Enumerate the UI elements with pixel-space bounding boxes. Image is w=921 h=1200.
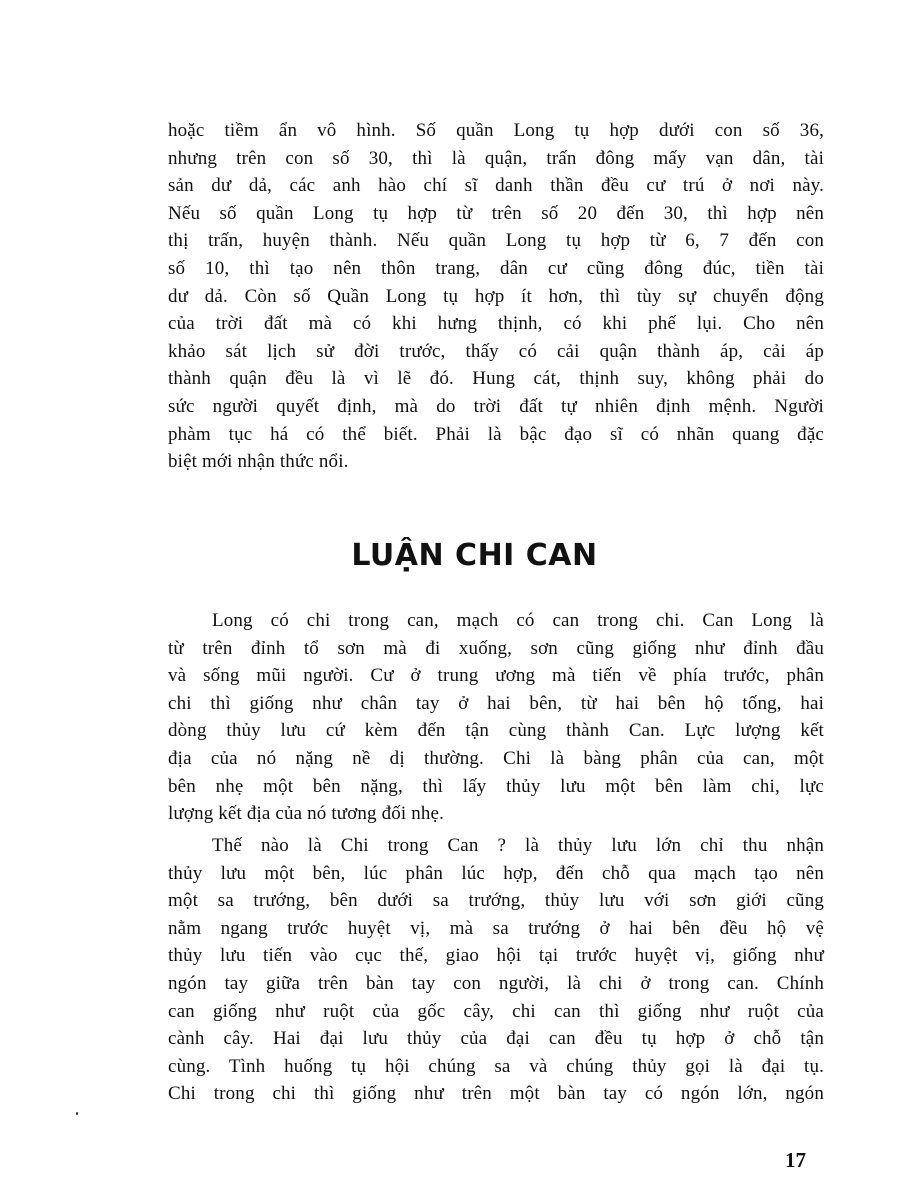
text-line: phàm tục há có thể biết. Phải là bậc đạo sĩ có nhãn quang đặc [168,423,824,445]
text-line: cùng. Tình huống tụ hội chúng sa và chúng thủy gọi là đại tụ. [168,1055,824,1077]
page-number: 17 [785,1148,806,1172]
text-line: thành quận đều là vì lẽ đó. Hung cát, thịnh suy, không phải do [168,368,824,390]
scan-speck [76,1112,78,1115]
text-line: ngón tay giữa trên bàn tay con người, là chi ở trong can. Chính [168,972,824,994]
text-line: biệt mới nhận thức nổi. [168,451,349,473]
text-line: khảo sát lịch sử đời trước, thấy có cải quận thành áp, cải áp [168,340,824,362]
paragraph [168,832,824,1108]
text-line: Chi trong chi thì giống như trên một bàn tay có ngón lớn, ngón [168,1083,824,1105]
text-line: cành cây. Hai đại lưu thủy của đại can đều tụ hợp ở chỗ tận [168,1028,824,1050]
text-line: Thế nào là Chi trong Can ? là thủy lưu lớn chỉ thu nhận [212,835,824,856]
text-line: số 10, thì tạo nên thôn trang, dân cư cũng đông đúc, tiền tài [168,257,824,279]
text-line: bên nhẹ một bên nặng, thì lấy thủy lưu một bên làm chi, lực [168,775,824,797]
text-line: can giống như ruột của gốc cây, chi can thì giống như ruột của [168,1000,824,1022]
text-line: sức người quyết định, mà do trời đất tự nhiên định mệnh. Người [168,395,824,417]
text-line: nhưng trên con số 30, thì là quận, trấn đông mấy vạn dân, tài [168,147,824,169]
text-line: thị trấn, huyện thành. Nếu quần Long tụ hợp từ 6, 7 đến con [168,230,824,252]
section-heading-text: LUẬN CHI CAN [351,538,598,573]
text-line: một sa trướng, bên dưới sa trướng, thủy lưu với sơn giới cũng [168,890,824,912]
text-line: lượng kết địa của nó tương đối nhẹ. [168,803,444,825]
text-line: từ trên đỉnh tổ sơn mà đi xuống, sơn cũng giống như đỉnh đầu [168,637,824,659]
text-line: và sống mũi người. Cư ở trung ương mà tiến về phía trước, phân [168,665,824,687]
paragraph [168,607,824,828]
text-line: nằm ngang trước huyệt vị, mà sa trướng ở hai bên đều hộ vệ [168,917,824,939]
text-line: chi thì giống như chân tay ở hai bên, từ hai bên hộ tống, hai [168,692,824,714]
text-line: của trời đất mà có khi hưng thịnh, có khi phế lụi. Cho nên [168,313,824,335]
text-line: Long có chi trong can, mạch có can trong chi. Can Long là [212,610,824,631]
text-line: hoặc tiềm ẩn vô hình. Số quần Long tụ hợp dưới con số 36, [168,120,824,141]
paragraph-continued [168,117,824,476]
text-line: địa của nó nặng nề dị thường. Chi là bàng phân của can, một [168,747,824,769]
text-line: dư dả. Còn số Quần Long tụ hợp ít hơn, thì tùy sự chuyển động [168,285,824,307]
text-line: dòng thủy lưu cứ kèm đến tận cùng thành Can. Lực lượng kết [168,720,824,742]
section-heading [0,538,921,573]
text-line: thủy lưu một bên, lúc phân lúc hợp, đến chỗ qua mạch tạo nên [168,862,824,884]
text-line: sản dư dả, các anh hào chí sĩ danh thần đều cư trú ở nơi này. [168,175,824,197]
text-line: thủy lưu tiến vào cục thế, giao hội tại trước huyệt vị, giống như [168,945,824,967]
text-line: Nếu số quần Long tụ hợp từ trên số 20 đến 30, thì hợp nên [168,202,824,224]
